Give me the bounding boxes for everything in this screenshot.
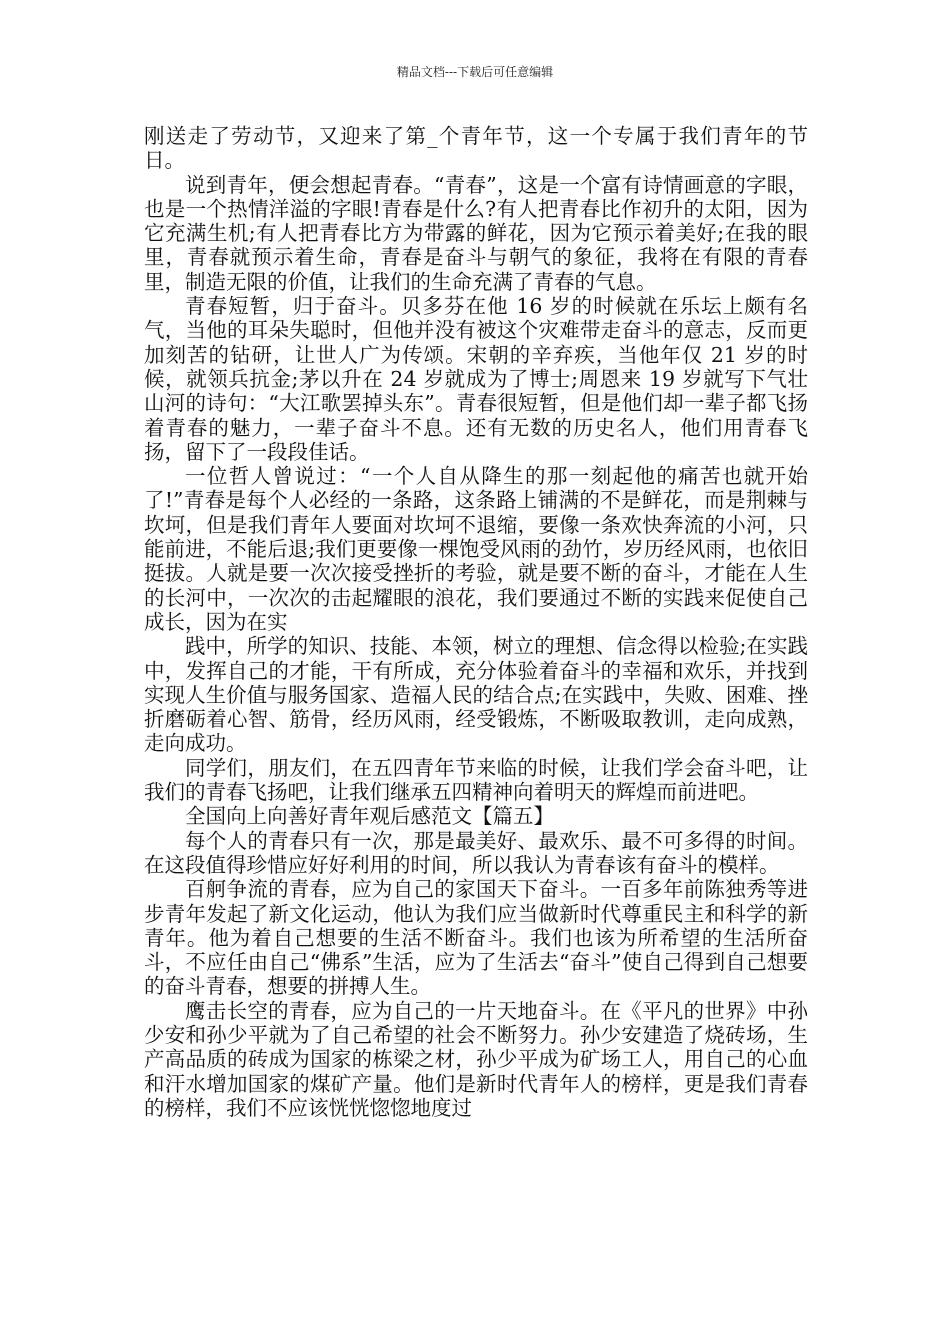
document-body [144,124,808,1120]
paragraph-4: 一位哲人曾说过：“一个人自从降生的那一刻起他的痛苦也就开始了!”青春是每个人必经的一条路，这条路上铺满的不是鲜花，而是荆棘与坎坷，但是我们青年人要面对坎坷不退缩，要像一条欢快奔流的小河，只能前进，不能后退;我们更要像一棵饱受风雨的劲竹，岁历经风雨，也依旧挺拔。人就是要一次次接受挫折的考验，就是要不断的奋斗，才能在人生的长河中，一次次的击起耀眼的浪花，我们要通过不断的实践来促使自己成长，因为在实 [144,464,808,634]
paragraph-3: 青春短暂，归于奋斗。贝多芬在他 16 岁的时候就在乐坛上颇有名气，当他的耳朵失聪时，但他并没有被这个灾难带走奋斗的意志，反而更加刻苦的钻研，让世人广为传颂。宋朝的辛弃疾，当他年仅 21 岁的时候，就领兵抗金;茅以升在 24 岁就成为了博士;周恩来 19 岁就写下气壮山河的诗句：“大江歌罢掉头东”。青春很短暂，但是他们却一辈子都飞扬着青春的魅力，一辈子奋斗不息。还有无数的历史名人，他们用青春飞扬，留下了一段段佳话。 [144,294,808,464]
paragraph-6: 同学们，朋友们，在五四青年节来临的时候，让我们学会奋斗吧，让我们的青春飞扬吧，让我们继承五四精神向着明天的辉煌而前进吧。 [144,755,808,805]
section-heading: 全国向上向善好青年观后感范文【篇五】 [185,804,554,829]
paragraph-1: 刚送走了劳动节，又迎来了第_个青年节，这一个专属于我们青年的节日。 [144,124,808,173]
paragraph-7: 每个人的青春只有一次，那是最美好、最欢乐、最不可多得的时间。在这段值得珍惜应好好利用的时间，所以我认为青春该有奋斗的模样。 [144,828,808,877]
paragraph-5: 践中，所学的知识、技能、本领，树立的理想、信念得以检验;在实践中，发挥自己的才能，干有所成，充分体验着奋斗的幸福和欢乐，并找到实现人生价值与服务国家、造福人民的结合点;在实践中，失败、困难、挫折磨砺着心智、筋骨，经历风雨，经受锻炼，不断吸取教训，走向成熟，走向成功。 [144,634,808,756]
page-header: 精品文档---下载后可任意编辑 [396,65,554,79]
paragraph-8: 百舸争流的青春，应为自己的家国天下奋斗。一百多年前陈独秀等进步青年发起了新文化运动，他认为我们应当做新时代尊重民主和科学的新青年。他为着自己想要的生活不断奋斗。我们也该为所希望的生活所奋斗，不应任由自己“佛系”生活，应为了生活去“奋斗”使自己得到自己想要的奋斗青春，想要的拼搏人生。 [144,877,808,999]
paragraph-9: 鹰击长空的青春，应为自己的一片天地奋斗。在《平凡的世界》中孙少安和孙少平就为了自己希望的社会不断努力。孙少安建造了烧砖场，生产高品质的砖成为国家的栋梁之材，孙少平成为矿场工人，用自己的心血和汗水增加国家的煤矿产量。他们是新时代青年人的榜样，更是我们青春的榜样，我们不应该恍恍惚惚地度过 [144,998,808,1120]
paragraph-2: 说到青年，便会想起青春。“青春”，这是一个富有诗情画意的字眼，也是一个热情洋溢的字眼!青春是什么?有人把青春比作初升的太阳，因为它充满生机;有人把青春比方为带露的鲜花，因为它预示着美好;在我的眼里，青春就预示着生命，青春是奋斗与朝气的象征，我将在有限的青春里，制造无限的价值，让我们的生命充满了青春的气息。 [144,172,808,294]
